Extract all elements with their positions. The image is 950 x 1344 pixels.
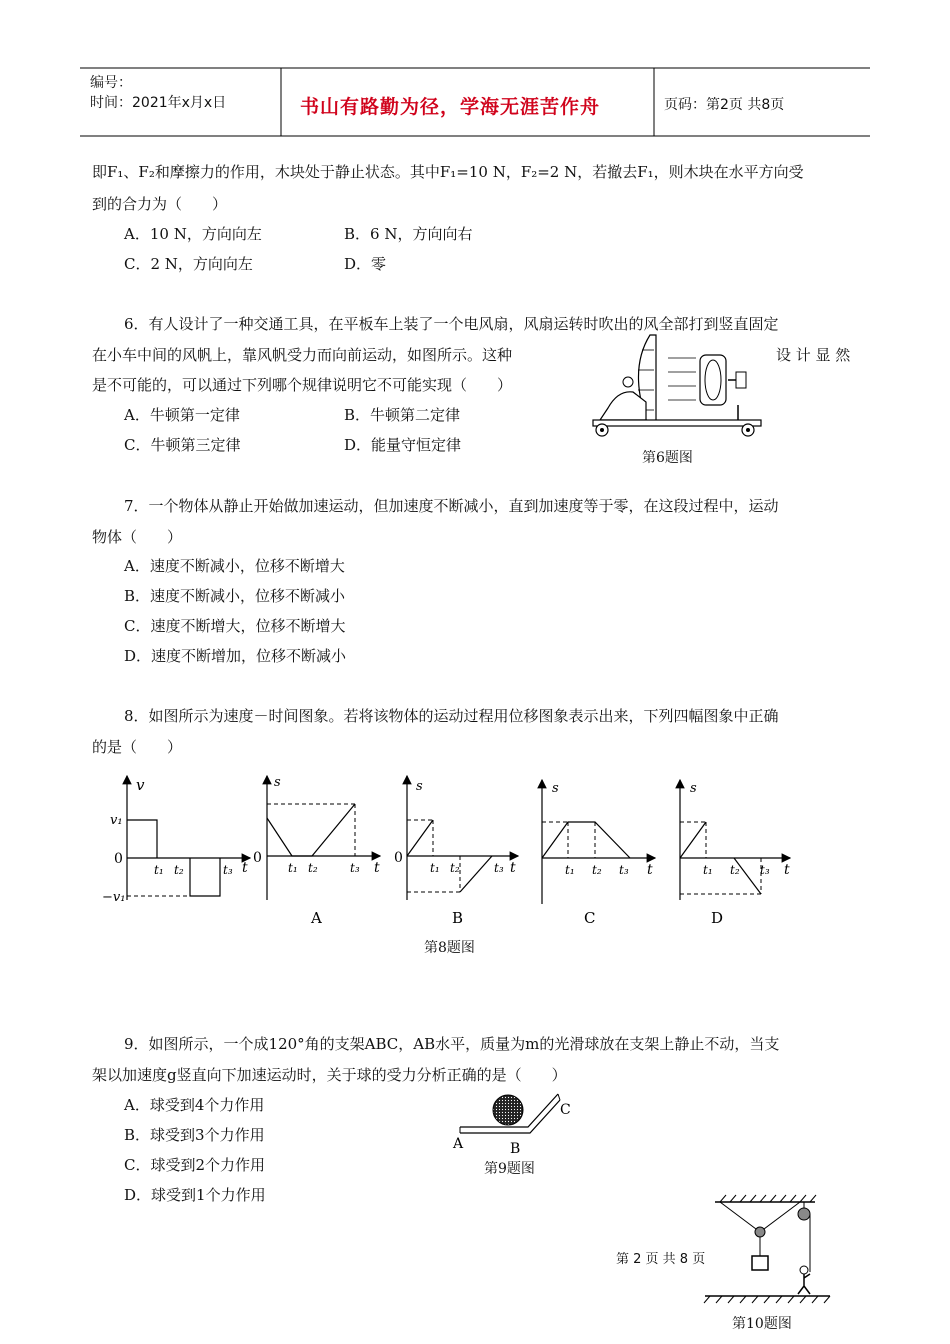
q8-line2: 的是（ ）: [92, 738, 183, 756]
t1-tick-v: t₁: [154, 863, 164, 877]
t1-tick-b: t₁: [430, 861, 440, 875]
q8-caption: 第8题图: [424, 940, 475, 956]
neg-v1-tick: −v₁: [102, 890, 126, 905]
t1-tick-d: t₁: [703, 863, 713, 877]
q9-line2: 架以加速度g竖直向下加速运动时，关于球的受力分析正确的是（ ）: [92, 1066, 567, 1084]
q6-figure-fan-cart: [588, 330, 768, 442]
q9-label-c: C: [560, 1102, 571, 1118]
t1-tick-c: t₁: [565, 863, 575, 877]
q9-line1: 9．如图所示，一个成120°角的支架ABC，AB水平，质量为m的光滑球放在支架上静止不动，当支: [124, 1035, 780, 1053]
graph-d: [680, 780, 790, 927]
q6-caption: 第6题图: [642, 450, 693, 466]
q9-label-b: B: [510, 1141, 521, 1156]
q9-option-a: A．球受到4个力作用: [124, 1096, 265, 1114]
t2-tick-a: t₂: [308, 861, 318, 875]
q7-line2: 物体（ ）: [92, 528, 183, 546]
date-label: 时间：2021年x月x日: [90, 95, 227, 111]
s-axis-label-a: s: [274, 775, 281, 790]
zero-label-b: 0: [253, 850, 262, 866]
zero-label-c: 0: [394, 850, 403, 866]
t-axis-label-d: t: [784, 862, 790, 878]
graph-b: [394, 776, 518, 927]
t3-tick-b: t₃: [494, 861, 504, 875]
q5-option-c: C．2 N，方向向左: [124, 255, 253, 273]
t2-tick-b: t₂: [450, 861, 460, 875]
q6-line1: 6．有人设计了一种交通工具，在平板车上装了一个电风扇，风扇运转时吹出的风全部打到竖直固定: [124, 315, 779, 333]
graph-a: [253, 775, 380, 927]
graph-c-letter: C: [584, 909, 596, 927]
v-axis-label: v: [136, 776, 145, 794]
q6-option-d: D．能量守恒定律: [344, 436, 462, 454]
number-label: 编号：: [90, 75, 132, 91]
graph-c: [542, 780, 655, 927]
q5-line1: 即F₁、F₂和摩擦力的作用，木块处于静止状态。其中F₁=10 N，F₂=2 N，若撤去F₁，则木块在水平方向受: [92, 163, 804, 181]
header-motto: 书山有路勤为径，学海无涯苦作舟: [300, 96, 601, 118]
header-borders: [0, 0, 950, 140]
t-axis-label-v: t: [242, 860, 248, 876]
page-label: 页码：第2页 共8页: [664, 97, 785, 113]
q10-caption: 第10题图: [732, 1316, 792, 1332]
t2-tick-v: t₂: [174, 863, 184, 877]
q7-option-a: A．速度不断减小，位移不断增大: [124, 557, 345, 575]
q9-option-d: D．球受到1个力作用: [124, 1186, 266, 1204]
zero-label-a: 0: [114, 851, 123, 867]
t3-tick-v: t₃: [223, 863, 233, 877]
q5-option-d: D．零: [344, 255, 387, 273]
graph-b-letter: B: [452, 909, 464, 927]
q6-line2a: 在小车中间的风帆上，靠风帆受力而向前运动，如图所示。这种: [92, 346, 513, 364]
q7-option-d: D．速度不断增加，位移不断减小: [124, 647, 347, 665]
footer-page-number: 第 2 页 共 8 页: [616, 1252, 706, 1267]
q6-option-b: B．牛顿第二定律: [344, 406, 461, 424]
t-axis-label-c: t: [647, 862, 653, 878]
t3-tick-a: t₃: [350, 861, 360, 875]
q10-figure-pulley: [700, 1190, 840, 1308]
q5-option-b: B．6 N，方向向右: [344, 225, 473, 243]
q9-caption: 第9题图: [484, 1161, 535, 1177]
q6-option-a: A．牛顿第一定律: [124, 406, 240, 424]
t3-tick-c: t₃: [619, 863, 629, 877]
t2-tick-c: t₂: [592, 863, 602, 877]
t-axis-label-b: t: [510, 860, 516, 876]
q5-line2: 到的合力为（ ）: [92, 195, 228, 213]
v1-tick: v₁: [110, 813, 123, 828]
t-axis-label-a: t: [374, 860, 380, 876]
q8-graphs: [100, 770, 800, 930]
q5-option-a: A．10 N，方向向左: [124, 225, 262, 243]
q8-line1: 8．如图所示为速度－时间图象。若将该物体的运动过程用位移图象表示出来，下列四幅图象中正确: [124, 707, 779, 725]
s-axis-label-d: s: [690, 781, 697, 796]
s-axis-label-c: s: [552, 781, 559, 796]
q6-line2b: 设 计 显 然: [776, 346, 851, 364]
q7-line1: 7．一个物体从静止开始做加速运动，但加速度不断减小，直到加速度等于零，在这段过程中，运动: [124, 497, 779, 515]
graph-d-letter: D: [711, 909, 724, 927]
graph-a-letter: A: [311, 909, 322, 927]
q6-option-c: C．牛顿第三定律: [124, 436, 241, 454]
q9-option-b: B．球受到3个力作用: [124, 1126, 265, 1144]
v-t-graph: [102, 776, 250, 905]
t1-tick-a: t₁: [288, 861, 298, 875]
s-axis-label-b: s: [416, 779, 423, 794]
q9-option-c: C．球受到2个力作用: [124, 1156, 266, 1174]
q7-option-b: B．速度不断减小，位移不断减小: [124, 587, 346, 605]
t3-tick-d: t₃: [760, 863, 770, 877]
q9-label-a: A: [453, 1136, 464, 1152]
q6-line3: 是不可能的，可以通过下列哪个规律说明它不可能实现（ ）: [92, 376, 513, 394]
q9-figure-bracket: [450, 1090, 590, 1156]
t2-tick-d: t₂: [730, 863, 740, 877]
q7-option-c: C．速度不断增大，位移不断增大: [124, 617, 346, 635]
